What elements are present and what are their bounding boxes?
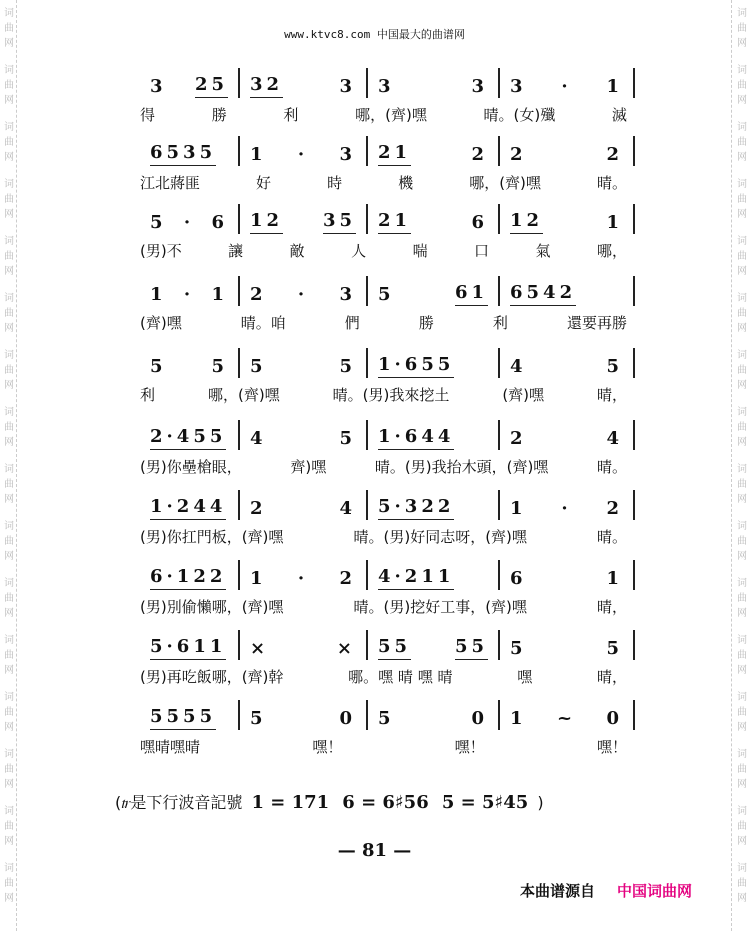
lyric: 利 [492, 314, 508, 332]
lyric: 晴。 [596, 458, 627, 476]
lyric: 嘿！ [454, 738, 485, 756]
lyric: 哪，(齊)嘿 [355, 106, 427, 124]
lyric: (齊)嘿 [502, 386, 545, 404]
measure [368, 630, 500, 660]
score-row [140, 68, 635, 125]
measure [368, 490, 500, 520]
note: 6·122 [150, 566, 226, 590]
watermark-text: 词 曲 网 [4, 749, 14, 790]
source-brand[interactable]: 中国词曲网 [617, 882, 693, 900]
watermark-text: 词 曲 网 [4, 122, 14, 163]
note: · [183, 212, 195, 233]
footnote [115, 790, 544, 813]
note: 4 [606, 428, 623, 449]
score-row [140, 490, 635, 547]
watermark-text: 词 曲 网 [737, 236, 747, 277]
lyric: 江北蔣匪 [140, 174, 201, 192]
lyric: (男)你扛門板，(齊)嘿 [140, 528, 284, 546]
lyrics-line [140, 666, 635, 687]
notes-line [140, 204, 635, 234]
note: 1 [510, 498, 527, 519]
lyric: 利 [140, 386, 156, 404]
lyric: 哪。嘿 晴 嘿 晴 [348, 668, 453, 686]
note: 5·611 [150, 636, 226, 660]
measure [368, 68, 500, 98]
measure [500, 420, 635, 450]
lyric: 晴。(男)挖好工事，(齊)嘿 [353, 598, 527, 616]
measure [500, 630, 635, 660]
note: 3 [150, 76, 167, 97]
measure [240, 204, 368, 234]
watermark-text: 词 曲 网 [737, 521, 747, 562]
measure [140, 700, 240, 730]
score-row [140, 630, 635, 687]
lyric: 哪， [596, 242, 627, 260]
lyric: (男)別偷懶哪，(齊)嘿 [140, 598, 284, 616]
watermark-text: 词 曲 网 [737, 122, 747, 163]
note: 1·244 [150, 496, 226, 520]
score-row [140, 700, 635, 757]
measure [140, 490, 240, 520]
lyric: 晴。(女)殲 [483, 106, 556, 124]
note: 6542 [510, 282, 576, 306]
lyrics-line [140, 736, 635, 757]
lyric: 晴。(男)好同志呀，(齊)嘿 [353, 528, 527, 546]
note: · [183, 284, 195, 305]
note: 1 [606, 212, 623, 233]
note: 5 [378, 708, 395, 729]
watermark-text: 词 曲 网 [737, 407, 747, 448]
score-row [140, 420, 635, 477]
note: 2 [510, 428, 527, 449]
note: 1 [606, 76, 623, 97]
measure [368, 560, 500, 590]
note: × [336, 638, 356, 659]
lyric: 得 [140, 106, 156, 124]
note: 0 [471, 708, 488, 729]
footnote-label: (𝆖是下行波音記號 [115, 793, 243, 812]
measure [500, 68, 635, 98]
lyric: 晴。 [596, 174, 627, 192]
note: 2 [606, 498, 623, 519]
footnote-item: 1 = 171 [251, 792, 330, 813]
note: 3 [339, 284, 356, 305]
watermark-text: 词 曲 网 [737, 692, 747, 733]
note: 12 [250, 210, 283, 234]
watermark-text: 词 曲 网 [737, 65, 747, 106]
measure [140, 276, 240, 306]
note: 1 [250, 568, 267, 589]
measure [500, 348, 635, 378]
measure [240, 68, 368, 98]
measure [140, 136, 240, 166]
lyric: 還要再勝 [566, 314, 627, 332]
source-label: 本曲谱源自 [520, 882, 596, 900]
lyrics-line [140, 312, 635, 333]
lyric: 哪，(齊)嘿 [469, 174, 541, 192]
note: 55 [455, 636, 488, 660]
measure [500, 700, 635, 730]
note: 5 [150, 356, 167, 377]
note: 3 [471, 76, 488, 97]
note: · [297, 568, 309, 589]
note: 3 [339, 76, 356, 97]
note: 5 [606, 638, 623, 659]
measure [240, 630, 368, 660]
score-row [140, 560, 635, 617]
watermark-text: 词 曲 网 [737, 293, 747, 334]
measure [240, 136, 368, 166]
note: 21 [378, 210, 411, 234]
lyric: 嘿！ [312, 738, 343, 756]
watermark-text: 词 曲 网 [4, 578, 14, 619]
footnote-close: ) [537, 793, 544, 812]
lyric: (齊)嘿 [140, 314, 182, 332]
watermark-text: 词 曲 网 [737, 8, 747, 49]
lyric: 嘿！ [596, 738, 627, 756]
measure [140, 560, 240, 590]
lyric: 們 [344, 314, 360, 332]
watermark-text: 词 曲 网 [737, 578, 747, 619]
notes-line [140, 68, 635, 98]
watermark-text: 词 曲 网 [737, 179, 747, 220]
lyrics-line [140, 526, 635, 547]
note: 2 [510, 144, 527, 165]
score-row [140, 276, 635, 333]
lyrics-line [140, 384, 635, 405]
lyric: 晴， [596, 386, 627, 404]
watermark-text: 词 曲 网 [4, 635, 14, 676]
lyric: 滅 [611, 106, 627, 124]
lyric: 晴。(男)我來挖土 [332, 386, 450, 404]
lyric: (男)不 [140, 242, 182, 260]
note: 2 [471, 144, 488, 165]
note: 61 [455, 282, 488, 306]
note: 2 [606, 144, 623, 165]
lyric: 晴。 [596, 528, 627, 546]
measure [500, 560, 635, 590]
notes-line [140, 276, 635, 306]
note: 6 [211, 212, 228, 233]
lyric: 晴， [596, 598, 627, 616]
watermark-text: 词 曲 网 [737, 350, 747, 391]
note: 1·644 [378, 426, 454, 450]
note: 32 [250, 74, 283, 98]
note: 21 [378, 142, 411, 166]
measure [368, 420, 500, 450]
note: × [250, 638, 270, 659]
lyric: 敵 [289, 242, 305, 260]
measure [500, 490, 635, 520]
watermark-text: 词 曲 网 [4, 521, 14, 562]
lyric: 哪，(齊)嘿 [207, 386, 280, 404]
note: 35 [323, 210, 356, 234]
watermark-right [731, 0, 749, 931]
measure [140, 348, 240, 378]
notes-line [140, 490, 635, 520]
note: 5 [211, 356, 228, 377]
note: 4 [339, 498, 356, 519]
note: 1 [250, 144, 267, 165]
note: 5 [150, 212, 167, 233]
watermark-text: 词 曲 网 [4, 8, 14, 49]
note: 5 [378, 284, 395, 305]
notes-line [140, 136, 635, 166]
watermark-text: 词 曲 网 [737, 464, 747, 505]
lyric: 利 [283, 106, 299, 124]
note: 5·322 [378, 496, 454, 520]
measure [140, 68, 240, 98]
note: 1 [150, 284, 167, 305]
measure [368, 700, 500, 730]
watermark-text: 词 曲 网 [4, 692, 14, 733]
note: 2·455 [150, 426, 226, 450]
lyric: (男)你壘槍眼， [140, 458, 242, 476]
watermark-left [2, 0, 17, 931]
lyric: 讓 [228, 242, 244, 260]
note: 0 [606, 708, 623, 729]
note: 5555 [150, 706, 216, 730]
lyric: 晴。咱 [240, 314, 286, 332]
lyrics-line [140, 456, 635, 477]
measure [368, 136, 500, 166]
measure [240, 700, 368, 730]
lyric: 機 [398, 174, 414, 192]
note: 5 [606, 356, 623, 377]
watermark-text: 词 曲 网 [4, 350, 14, 391]
measure [240, 560, 368, 590]
watermark-text: 词 曲 网 [4, 236, 14, 277]
lyric: 晴。(男)我抬木頭，(齊)嘿 [374, 458, 549, 476]
note: · [297, 284, 309, 305]
footnote-item: 5 = 5♯45 [441, 792, 529, 813]
note: · [297, 144, 309, 165]
note: 5 [250, 708, 267, 729]
measure [240, 348, 368, 378]
lyric: 晴， [596, 668, 627, 686]
source-credit [520, 880, 692, 901]
lyric: 時 [327, 174, 343, 192]
note: · [561, 498, 572, 519]
footnote-item: 6 = 6♯56 [342, 792, 429, 813]
lyric: 喘 [412, 242, 428, 260]
site-header: www.ktvc8.com 中国最大的曲谱网 [284, 28, 465, 41]
watermark-text: 词 曲 网 [4, 65, 14, 106]
note: 1 [510, 708, 527, 729]
watermark-text: 词 曲 网 [4, 806, 14, 847]
measure [500, 204, 635, 234]
watermark-text: 词 曲 网 [737, 806, 747, 847]
note: 5 [339, 428, 356, 449]
note: 1 [211, 284, 228, 305]
note: 3 [339, 144, 356, 165]
lyric: 氣 [535, 242, 551, 260]
measure [240, 490, 368, 520]
measure [368, 204, 500, 234]
note: ~ [556, 708, 577, 729]
measure [500, 136, 635, 166]
note: 5 [339, 356, 356, 377]
measure [140, 204, 240, 234]
watermark-text: 词 曲 网 [737, 635, 747, 676]
notes-line [140, 420, 635, 450]
measure [368, 348, 500, 378]
note: 6 [510, 568, 527, 589]
notes-line [140, 560, 635, 590]
measure [140, 630, 240, 660]
watermark-text: 词 曲 网 [4, 179, 14, 220]
lyric: 人 [351, 242, 367, 260]
watermark-text: 词 曲 网 [4, 407, 14, 448]
note: 4·211 [378, 566, 454, 590]
note: 1·655 [378, 354, 454, 378]
note: 4 [250, 428, 267, 449]
lyrics-line [140, 104, 635, 125]
measure [368, 276, 500, 306]
note: 3 [510, 76, 527, 97]
note: 5 [510, 638, 527, 659]
lyrics-line [140, 240, 635, 261]
watermark-text: 词 曲 网 [4, 863, 14, 904]
lyric: 好 [256, 174, 272, 192]
notes-line [140, 700, 635, 730]
note: 6535 [150, 142, 216, 166]
note: 55 [378, 636, 411, 660]
measure [240, 420, 368, 450]
note: 2 [250, 498, 267, 519]
note: 6 [471, 212, 488, 233]
lyrics-line [140, 172, 635, 193]
lyric: 口 [474, 242, 490, 260]
lyric: 勝 [418, 314, 434, 332]
lyric: (男)再吃飯哪，(齊)幹 [140, 668, 284, 686]
note: 25 [195, 74, 228, 98]
measure [500, 276, 635, 306]
watermark-text: 词 曲 网 [737, 749, 747, 790]
page-number: — 81 — [337, 840, 412, 861]
watermark-text: 词 曲 网 [737, 863, 747, 904]
score-row [140, 204, 635, 261]
note: 5 [250, 356, 267, 377]
note: 2 [339, 568, 356, 589]
score-row [140, 136, 635, 193]
note: 2 [250, 284, 267, 305]
measure [140, 420, 240, 450]
lyric: 齊)嘿 [290, 458, 327, 476]
note: 0 [339, 708, 356, 729]
notes-line [140, 630, 635, 660]
note: · [561, 76, 572, 97]
lyric: 嘿晴嘿晴 [140, 738, 201, 756]
notes-line [140, 348, 635, 378]
score-row [140, 348, 635, 405]
lyric: 勝 [211, 106, 227, 124]
lyric: 嘿 [517, 668, 533, 686]
note: 12 [510, 210, 543, 234]
note: 1 [606, 568, 623, 589]
note: 4 [510, 356, 527, 377]
watermark-text: 词 曲 网 [4, 464, 14, 505]
measure [240, 276, 368, 306]
lyrics-line [140, 596, 635, 617]
note: 3 [378, 76, 395, 97]
watermark-text: 词 曲 网 [4, 293, 14, 334]
